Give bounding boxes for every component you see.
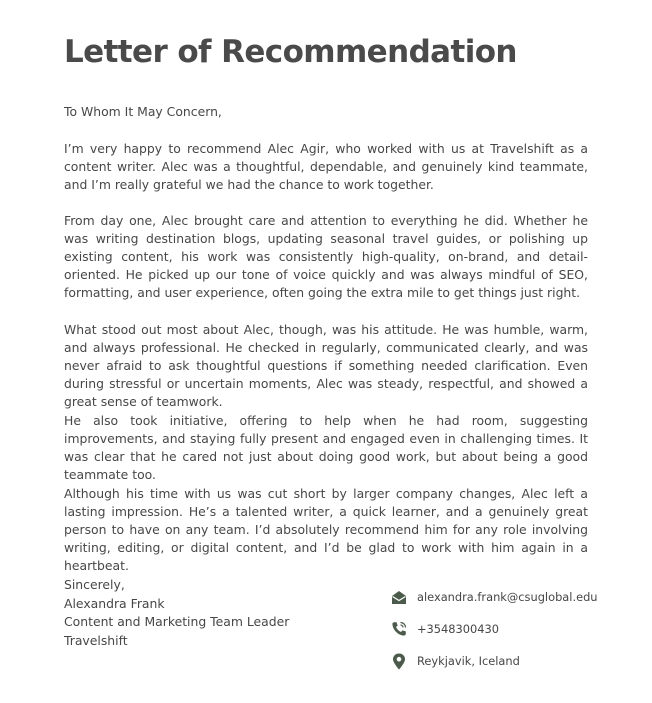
- paragraph-text: What stood out most about Alec, though, was his attitude. He was humble, warm, and always professional. He checked in regularly, communicated clearly, and was never afraid to ask thoughtful questions if something needed clarification. Even during stressful or uncertain moments, Alec was steady, respectful, and showed a great sense of teamwork.: [64, 322, 588, 409]
- email-link[interactable]: alexandra.frank@csuglobal.edu: [417, 590, 598, 604]
- signer-name: Alexandra Frank: [64, 595, 165, 611]
- paragraph-5: [64, 485, 588, 575]
- signer-position: Content and Marketing Team Leader: [64, 614, 290, 629]
- paragraph-text: He also took initiative, offering to help when he had room, suggesting improvements, and staying fully present and engaged even in challenging times. It was clear that he cared not just about doing good work, but about being a good teammate too.: [64, 413, 588, 482]
- paragraph-4: [64, 412, 588, 484]
- phone-icon: [390, 620, 408, 638]
- signature-block: [64, 576, 289, 650]
- page-title: Letter of Recommendation: [64, 34, 517, 70]
- salutation: To Whom It May Concern,: [64, 104, 222, 119]
- phone-number[interactable]: +3548300430: [417, 622, 500, 636]
- map-pin-icon: [390, 652, 408, 670]
- paragraph-text: Although his time with us was cut short by larger company changes, Alec left a lasting impression. He’s a talented writer, a quick learner, and a genuinely great person to have on any team. I’d absolutely recommend him for any role involving writing, editing, or digital content, and I’d be glad to work with him again in a heartbeat.: [64, 486, 588, 573]
- envelope-icon: [390, 588, 408, 606]
- sign-off: Sincerely,: [64, 577, 125, 592]
- location-text: Reykjavik, Iceland: [417, 654, 520, 668]
- paragraph-3: [64, 321, 588, 411]
- contact-location: [390, 651, 630, 671]
- contact-email: [390, 587, 630, 607]
- paragraph-text: From day one, Alec brought care and attention to everything he did. Whether he was writing destination blogs, updating seasonal travel guides, or polishing up existing content, his work was consistently high-quality, on-brand, and detail-oriented. He picked up our tone of voice quickly and was always mindful of SEO, formatting, and user experience, often going the extra mile to get things just right.: [64, 213, 588, 300]
- contact-phone: [390, 619, 630, 639]
- signer-company: Travelshift: [64, 632, 128, 648]
- paragraph-2: [64, 212, 588, 302]
- paragraph-text: I’m very happy to recommend Alec Agir, who worked with us at Travelshift as a content writer. Alec was a thoughtful, dependable, and genuinely kind teammate, and I’m really grateful we had the chance to work together.: [64, 141, 588, 192]
- paragraph-1: [64, 140, 588, 194]
